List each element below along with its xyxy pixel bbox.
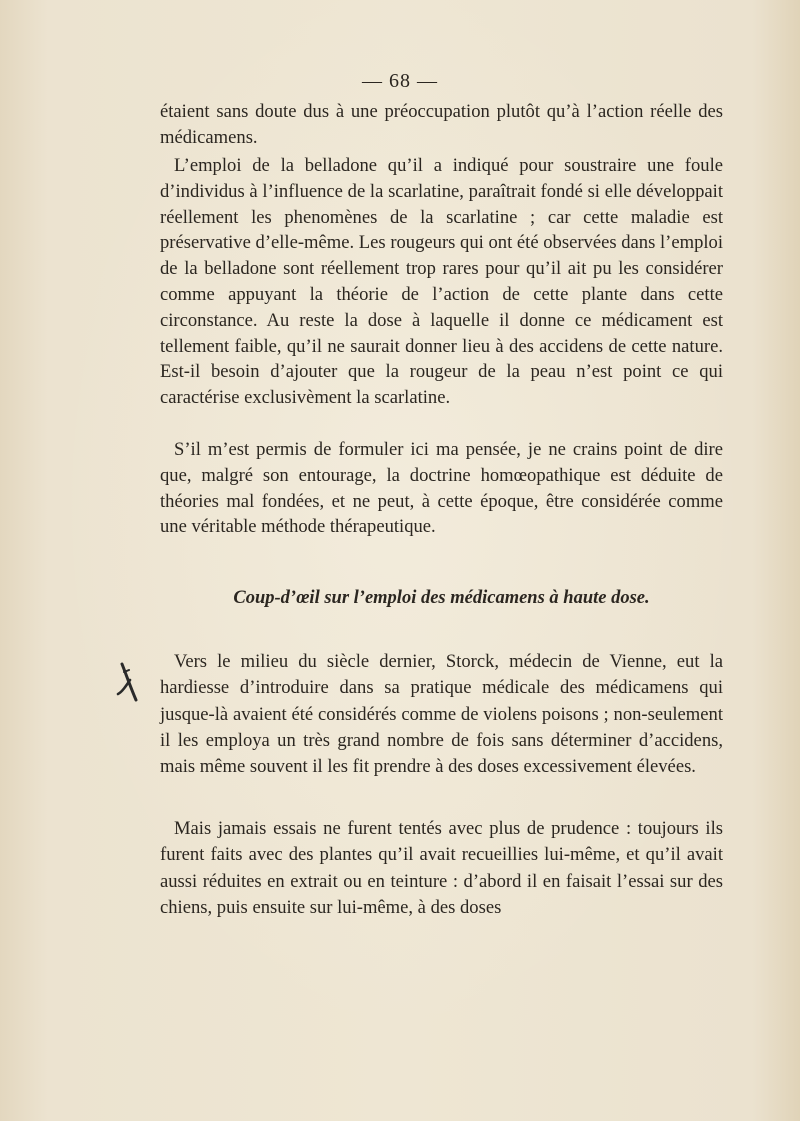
- paragraph-storck: [160, 649, 723, 780]
- paragraph-essais: [160, 816, 723, 921]
- paragraph-opinion: [160, 437, 723, 540]
- paragraph-belladone: [160, 153, 723, 411]
- paragraph-text: Vers le milieu du siècle dernier, Storck, médecin de Vienne, eut la hardiesse d’introduire dans sa pratique médicale des médicamens qui jusque-là avaient été considérés comme de violens poisons ; non-seulement il les employa un très grand nombre de fois sans déterminer d’accidens, mais même souvent il les fit prendre à des doses excessivement élevées.: [160, 651, 723, 778]
- paragraph-continuation: [160, 99, 723, 151]
- paragraph-text: étaient sans doute dus à une préoccupation plutôt qu’à l’action réelle des médicamens.: [160, 101, 723, 148]
- handwritten-margin-mark: [114, 660, 148, 704]
- page-number: — 68 —: [362, 70, 438, 92]
- paragraph-text: Mais jamais essais ne furent tentés avec plus de prudence : toujours ils furent faits avec des plantes qu’il avait recueillies lui-même, et qu’il avait aussi réduites en extrait ou en teinture : d’abord il en faisait l’essai sur des chiens, puis ensuite sur lui-même, à des doses: [160, 818, 723, 918]
- paragraph-text: S’il m’est permis de formuler ici ma pensée, je ne crains point de dire que, malgré son entourage, la doctrine homœopathique est déduite de théories mal fondées, et ne peut, à cette époque, être considérée comme une véritable méthode thérapeutique.: [160, 439, 723, 538]
- section-heading: Coup-d’œil sur l’emploi des médicamens à haute dose.: [233, 588, 650, 608]
- paragraph-text: L’emploi de la belladone qu’il a indiqué pour soustraire une foule d’individus à l’influence de la scarlatine, paraîtrait fondé si elle développait réellement les phenomènes de la scarlatine ; car cette maladie est préservative d’elle-même. Les rougeurs qui ont été observées dans l’emploi de la belladone sont réellement trop rares pour qu’il ait pu les considérer comme appuyant la théorie de l’action de cette plante dans cette circonstance. Au reste la dose à laquelle il donne ce médicament est tellement faible, qu’il ne saurait donner lieu à des accidens de cette nature. Est-il besoin d’ajouter que la rougeur de la peau n’est point ce qui caractérise exclusivèment la scarlatine.: [160, 155, 723, 409]
